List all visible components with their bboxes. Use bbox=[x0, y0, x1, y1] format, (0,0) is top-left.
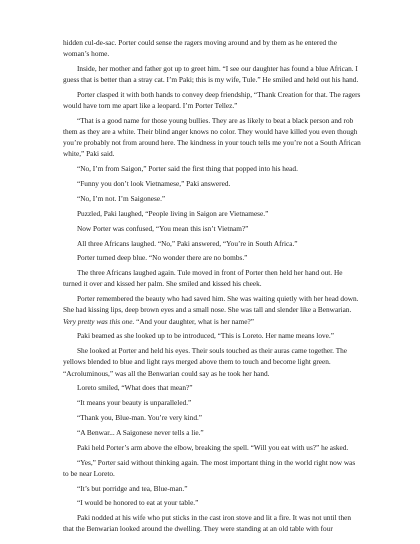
paragraph: The three Africans laughed again. Tule moved in front of Porter then held her hand out. He turned it over and kissed her palm. She smiled and kissed his cheek. bbox=[63, 268, 343, 289]
paragraph: Paki nodded at his wife who put sticks in the cast iron stove and lit a fire. It was not until then that the Benwarian looked around the dwelling. They were standing at an old table with four bbox=[63, 513, 351, 534]
paragraph: “It’s but porridge and tea, Blue-man.” bbox=[77, 483, 188, 493]
paragraph: “No, I’m not. I’m Saigonese.” bbox=[77, 194, 166, 203]
paragraph: All three Africans laughed. “No,” Paki answered, “You’re in South Africa.” bbox=[77, 238, 298, 248]
paragraph: “Thank you, Blue-man. You’re very kind.” bbox=[77, 413, 203, 423]
paragraph: Paki beamed as she looked up to be introduced, “This is Loreto. Her name means love.” bbox=[77, 331, 334, 341]
paragraph: Paki held Porter’s arm above the elbow, breaking the spell. “Will you eat with us?” he asked. bbox=[77, 442, 349, 452]
paragraph bbox=[63, 293, 361, 326]
paragraph: “That is a good name for those young bullies. They are as likely to beat a black person and rob them as they are a white. Their blind anger knows no color. They would have killed you even though you’re probably not from around here. The kindness in your touch tells me you’re not a South African white,” Paki said. bbox=[63, 116, 361, 159]
paragraph: “No, I’m from Saigon,” Porter said the first thing that popped into his head. bbox=[77, 164, 298, 174]
paragraph: “A Benwar... A Saigonese never tells a lie.” bbox=[77, 427, 204, 437]
paragraph: Porter clasped it with both hands to convey deep friendship, “Thank Creation for that. The ragers would have torn me apart like a leopard. I’m Porter Tellez.” bbox=[63, 90, 361, 111]
paragraph-text: Porter remembered the beauty who had saved him. She was waiting quietly with her head down. She had kissing lips, deep brown eyes and a small nose. She was tall and slender like a Benwarian. bbox=[63, 294, 359, 315]
paragraph: hidden cul-de-sac. Porter could sense the ragers moving around and by them as he entered the woman’s home. bbox=[63, 38, 337, 59]
paragraph: Puzzled, Paki laughed, “People living in Saigon are Vietnamese.” bbox=[77, 208, 269, 218]
paragraph: “It means your beauty is unparalleled.” bbox=[77, 398, 192, 408]
paragraph: Loreto smiled, “What does that mean?” bbox=[77, 383, 193, 393]
paragraph: Now Porter was confused, “You mean this isn’t Vietnam?” bbox=[77, 223, 249, 233]
body-text bbox=[63, 37, 361, 535]
paragraph: She looked at Porter and held his eyes. Their souls touched as their auras came together. The yellows blended to blue and light rays merged above them to touch and become light green. “Acroluminous,” was all the Benwarian could say as he took her hand. bbox=[63, 346, 348, 378]
paragraph: “I would be honored to eat at your table.” bbox=[77, 498, 199, 508]
paragraph: “Yes,” Porter said without thinking again. The most important thing in the world right now was to be near Loreto. bbox=[63, 457, 356, 478]
paragraph: Porter turned deep blue. “No wonder there are no bombs.” bbox=[77, 253, 248, 263]
italic-thought: Very pretty was this one. bbox=[63, 316, 135, 326]
paragraph: “Funny you don’t look Vietnamese,” Paki answered. bbox=[77, 179, 231, 189]
paragraph-text: “And your daughter, what is her name?” bbox=[134, 316, 254, 326]
paragraph: Inside, her mother and father got up to greet him. “I see our daughter has found a blue African. I guess that is better than a stray cat. I’m Paki; this is my wife, Tule.” He smiled and held out his hand. bbox=[63, 64, 359, 85]
